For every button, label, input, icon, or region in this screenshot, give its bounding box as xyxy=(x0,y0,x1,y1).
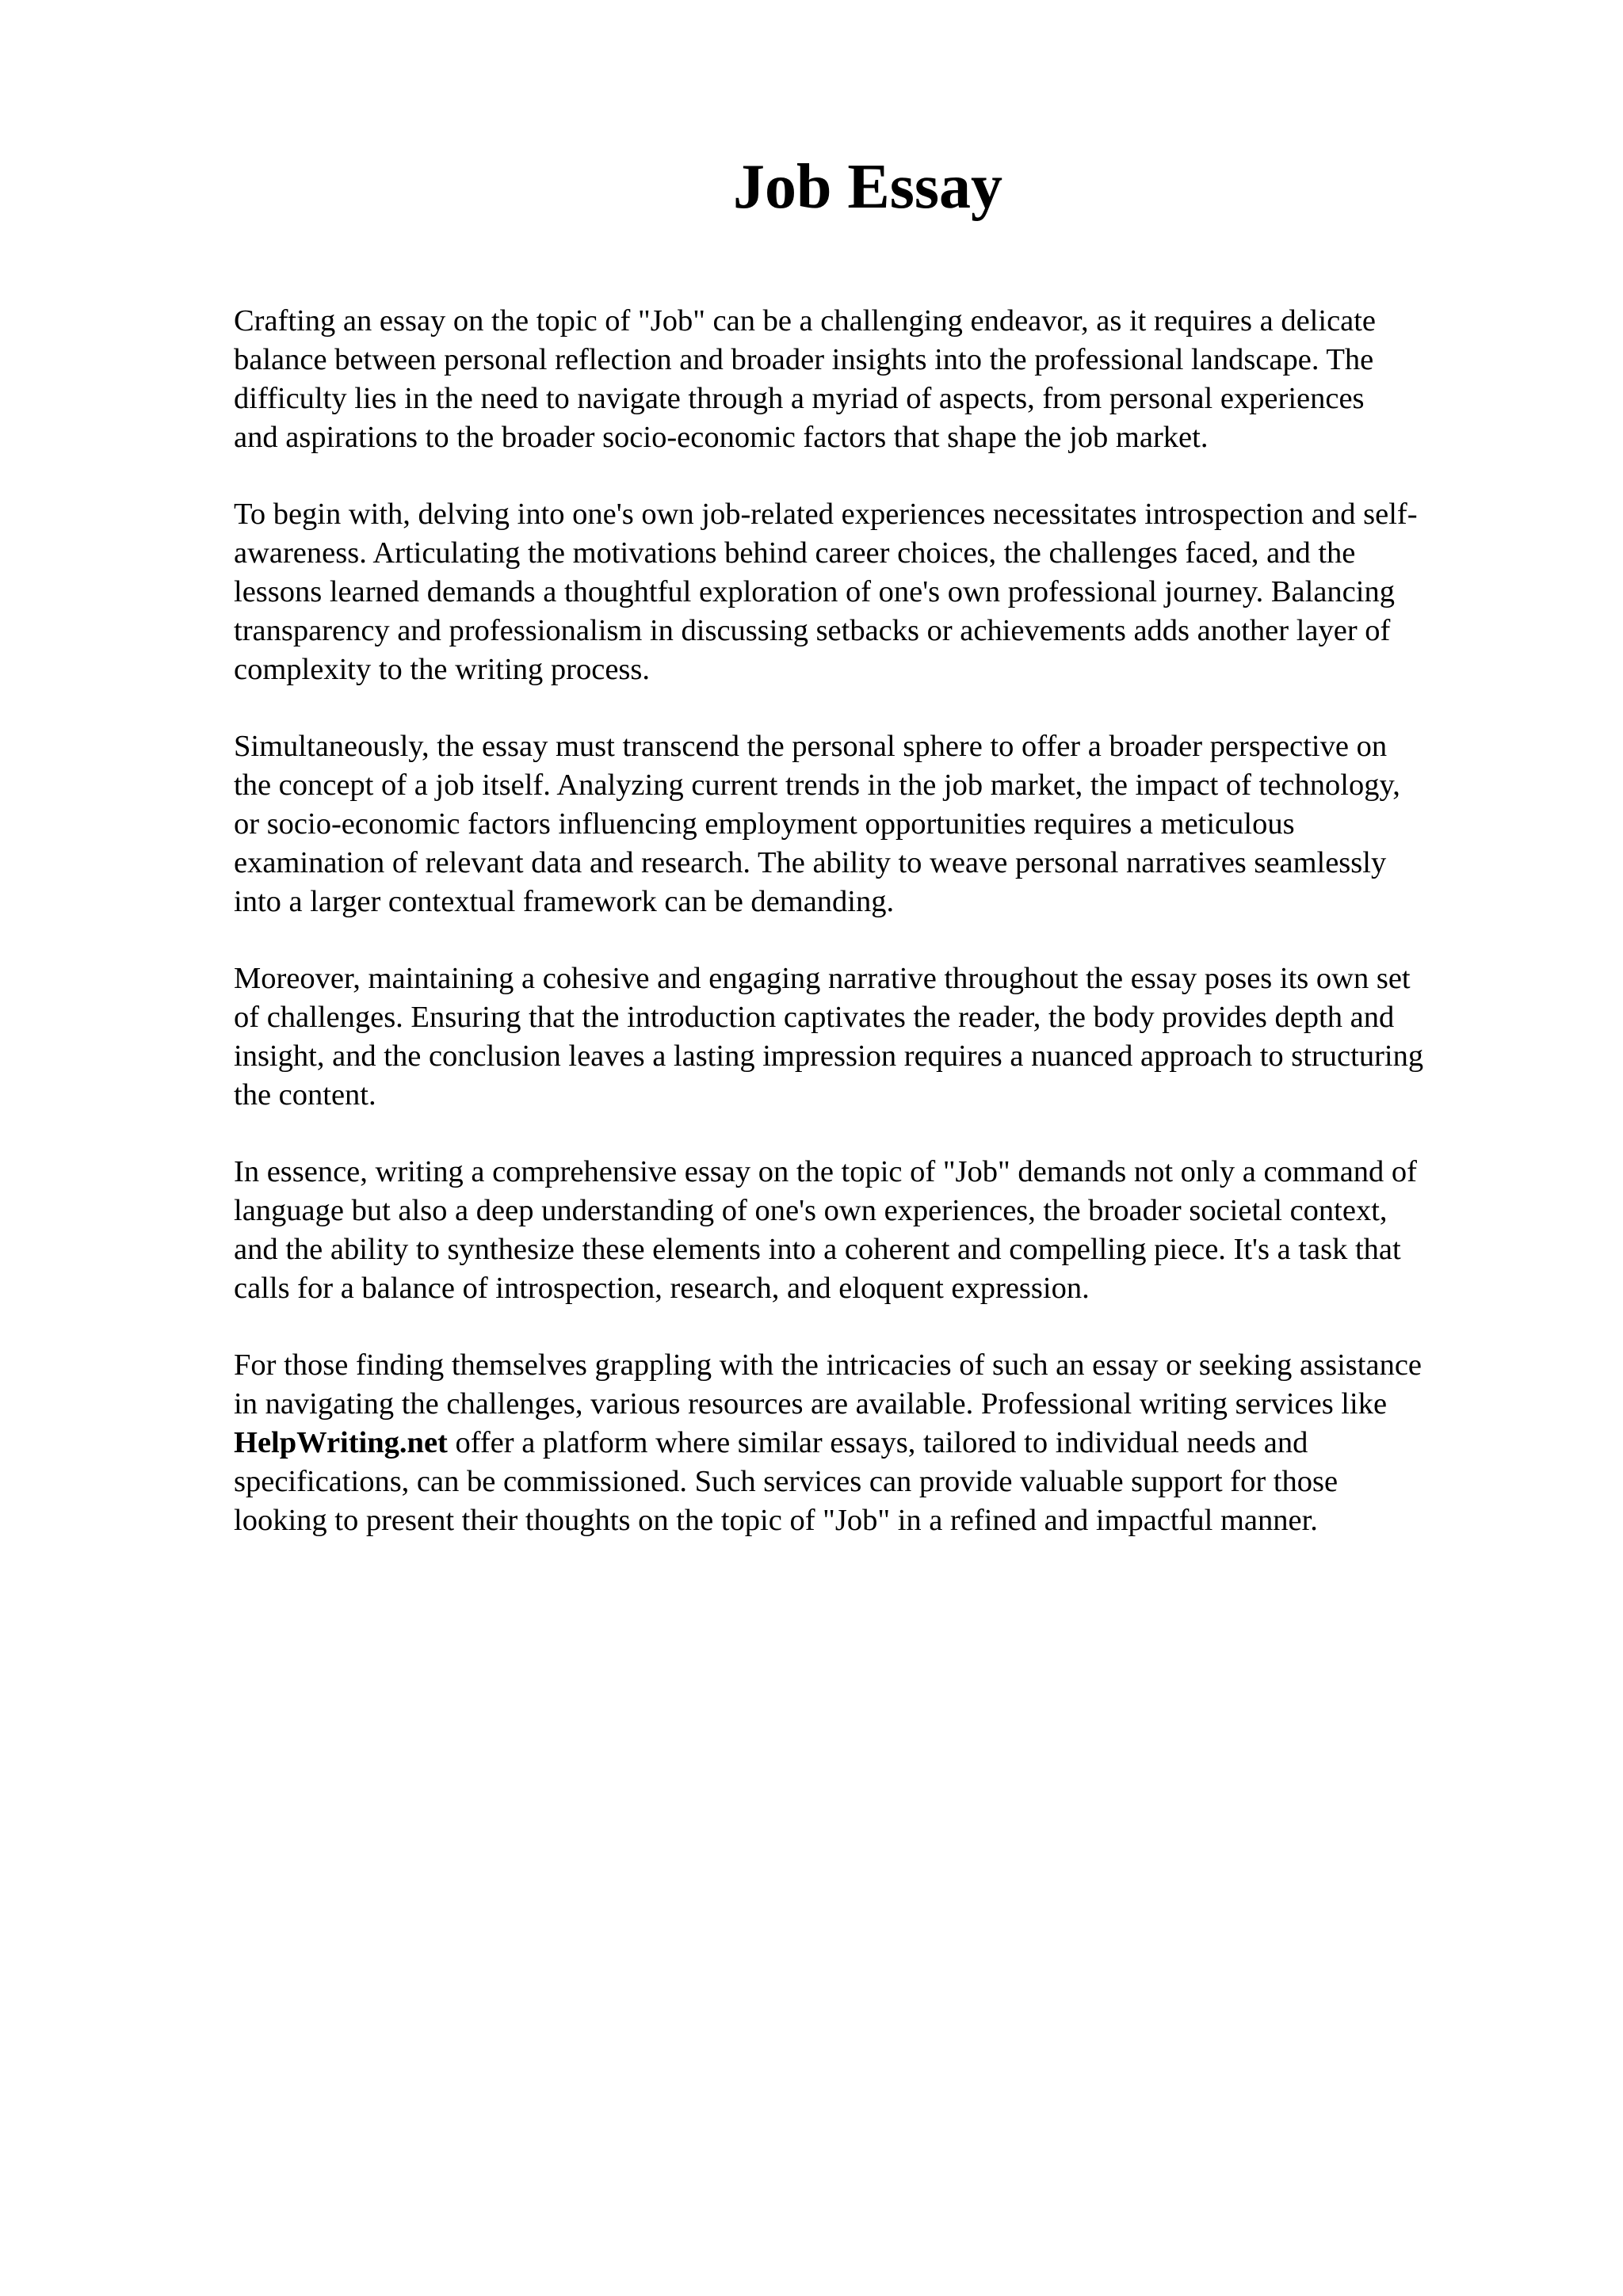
text-line: Moreover, maintaining a cohesive and engaging narrative throughout the essay poses its own set xyxy=(234,962,1411,995)
paragraph-1 xyxy=(234,302,1533,457)
paragraph-4 xyxy=(234,959,1533,1115)
text-line: Simultaneously, the essay must transcend the personal sphere to offer a broader perspective on xyxy=(234,730,1388,763)
page-title: Job Essay xyxy=(732,152,1003,222)
text-line: Crafting an essay on the topic of "Job" can be a challenging endeavor, as it requires a delicate xyxy=(234,304,1377,338)
text-line: language but also a deep understanding of one's own experiences, the broader societal context, xyxy=(234,1194,1388,1227)
text-line: For those finding themselves grappling with the intricacies of such an essay or seeking assistance xyxy=(234,1348,1422,1382)
paragraph-6 xyxy=(234,1346,1533,1540)
text-line: looking to present their thoughts on the topic of "Job" in a refined and impactful manner. xyxy=(234,1504,1318,1537)
text-line: the content. xyxy=(234,1078,376,1112)
text-line: In essence, writing a comprehensive essay on the topic of "Job" demands not only a command of xyxy=(234,1155,1417,1188)
text-line: To begin with, delving into one's own job-related experiences necessitates introspection and self- xyxy=(234,498,1418,531)
essay-body xyxy=(234,302,1533,1578)
text-line: into a larger contextual framework can be demanding. xyxy=(234,885,895,918)
text-line: complexity to the writing process. xyxy=(234,653,650,686)
text-line: the concept of a job itself. Analyzing current trends in the job market, the impact of technology, xyxy=(234,769,1400,802)
text-line: or socio-economic factors influencing employment opportunities requires a meticulous xyxy=(234,807,1295,841)
text-line: and aspirations to the broader socio-economic factors that shape the job market. xyxy=(234,421,1209,454)
text-line: transparency and professionalism in discussing setbacks or achievements adds another layer of xyxy=(234,614,1391,647)
text-line: in navigating the challenges, various resources are available. Professional writing services like xyxy=(234,1387,1388,1421)
text-line: awareness. Articulating the motivations behind career choices, the challenges faced, and the xyxy=(234,536,1356,570)
text-line-with-brand xyxy=(234,1424,1533,1463)
text-line: specifications, can be commissioned. Such services can provide valuable support for those xyxy=(234,1465,1338,1498)
brand-name: HelpWriting.net xyxy=(234,1426,448,1459)
paragraph-2 xyxy=(234,495,1533,689)
text-line: difficulty lies in the need to navigate through a myriad of aspects, from personal experiences xyxy=(234,382,1365,415)
text-line: insight, and the conclusion leaves a lasting impression requires a nuanced approach to structuring xyxy=(234,1039,1424,1073)
text-line: and the ability to synthesize these elements into a coherent and compelling piece. It's a task that xyxy=(234,1233,1401,1266)
text-fragment: offer a platform where similar essays, tailored to individual needs and xyxy=(447,1426,1308,1459)
text-line: lessons learned demands a thoughtful exploration of one's own professional journey. Balancing xyxy=(234,575,1395,608)
paragraph-3 xyxy=(234,727,1533,921)
paragraph-5 xyxy=(234,1153,1533,1308)
text-line: of challenges. Ensuring that the introduction captivates the reader, the body provides depth and xyxy=(234,1001,1395,1034)
text-line: examination of relevant data and research. The ability to weave personal narratives seamlessly xyxy=(234,846,1387,879)
text-line: calls for a balance of introspection, research, and eloquent expression. xyxy=(234,1272,1090,1305)
text-line: balance between personal reflection and broader insights into the professional landscape. The xyxy=(234,343,1374,376)
